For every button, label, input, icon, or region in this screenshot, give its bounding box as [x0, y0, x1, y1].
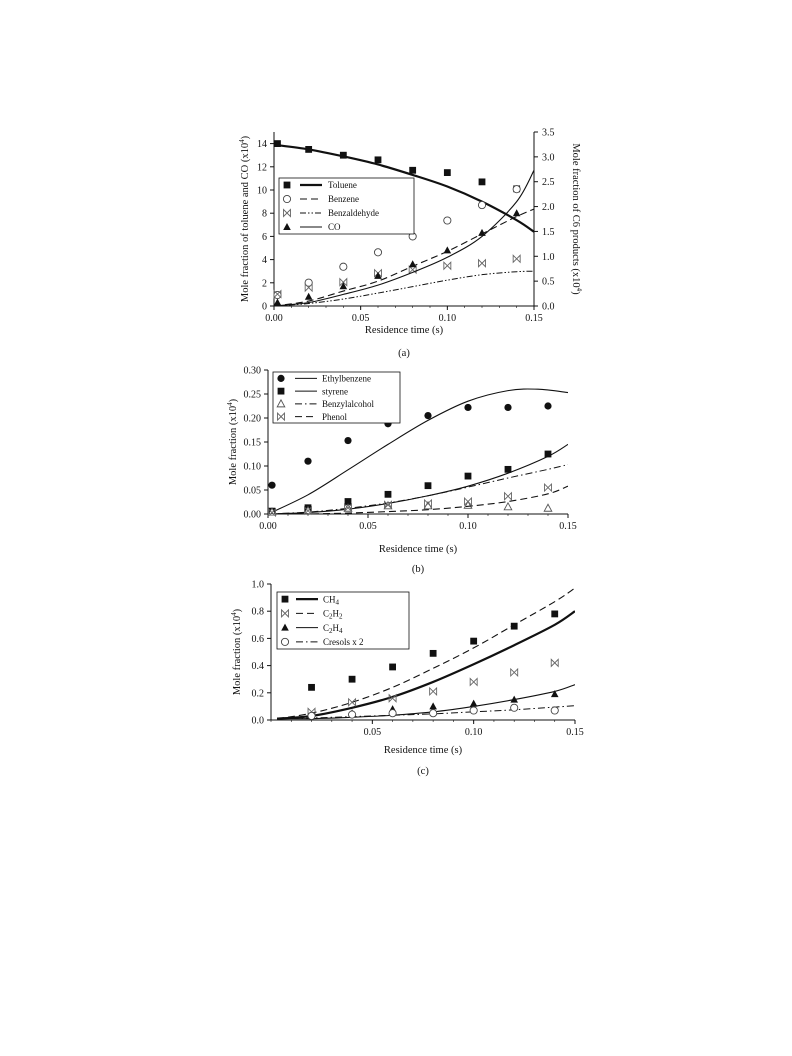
y-tick-label: 0.10: [243, 461, 261, 473]
chart-panel-b: [226, 366, 577, 576]
data-point-1: [374, 249, 381, 256]
x-tick-label: 0.00: [259, 521, 277, 532]
y-tick-label: 12: [257, 162, 267, 174]
y2-tick-label: 1.0: [542, 251, 555, 263]
y-tick-label: 0.20: [243, 413, 261, 425]
y-tick-label: 14: [257, 139, 267, 151]
data-point-1: [513, 186, 520, 193]
legend-marker: [282, 596, 289, 603]
chart-panel-c: [230, 580, 584, 778]
data-point-1: [340, 263, 347, 270]
y-tick-label: 6: [262, 231, 267, 243]
y-tick-label: 0.00: [243, 509, 261, 521]
data-point-0: [504, 404, 511, 411]
data-point-3: [511, 704, 518, 711]
y2-tick-label: 3.0: [542, 152, 555, 164]
data-point-2: [429, 702, 437, 709]
x-tick-label: 0.15: [566, 727, 584, 738]
data-point-2: [470, 700, 478, 707]
data-point-0: [375, 156, 382, 163]
x-tick-label: 0.10: [459, 521, 477, 532]
data-point-1: [465, 473, 472, 480]
legend-label: Benzene: [328, 194, 359, 205]
y-tick-label: 0.30: [243, 365, 261, 377]
data-point-3: [308, 712, 315, 719]
legend-label: Benzaldehyde: [328, 208, 379, 219]
data-point-1: [444, 217, 451, 224]
y-tick-label: 0: [262, 301, 267, 313]
legend-marker: [284, 182, 291, 189]
x-tick-label: 0.05: [359, 521, 377, 532]
legend-marker: [283, 195, 290, 202]
model-curve-2: [268, 465, 568, 514]
legend-label: Benzylalcohol: [322, 399, 374, 410]
y-tick-label: 0.6: [251, 633, 264, 645]
data-point-0: [389, 664, 396, 671]
data-point-1: [425, 482, 432, 489]
x-tick-label: 0.15: [525, 313, 543, 324]
legend-label: CO: [328, 222, 341, 233]
data-point-0: [305, 146, 312, 153]
legend-label: styrene: [322, 386, 348, 397]
y-tick-label: 2: [262, 278, 267, 290]
x-tick-label: 0.05: [351, 313, 370, 324]
data-point-0: [551, 611, 558, 618]
data-point-1: [478, 201, 485, 208]
x-tick-label: 0.15: [559, 521, 577, 532]
y2-tick-label: 3.5: [542, 127, 555, 139]
panel-caption: (c): [417, 766, 429, 777]
model-curve-3: [268, 486, 568, 514]
y-tick-label: 0.4: [251, 661, 264, 673]
data-point-2: [513, 255, 520, 262]
panel-caption: (a): [398, 348, 410, 359]
y2-tick-label: 0.0: [542, 301, 555, 313]
data-point-0: [430, 650, 437, 657]
data-point-2: [479, 260, 486, 267]
y2-tick-label: 2.5: [542, 177, 555, 189]
data-point-1: [551, 659, 558, 666]
data-point-3: [389, 710, 396, 717]
y-axis-label: Mole fraction of toluene and CO $(x10^4)$: [238, 135, 251, 303]
data-point-1: [545, 451, 552, 458]
y-tick-label: 8: [262, 208, 267, 220]
data-point-0: [424, 412, 431, 419]
y-tick-label: 0.05: [243, 485, 261, 497]
x-axis-label: Residence time (s): [383, 745, 463, 756]
data-point-3: [545, 484, 552, 491]
legend-label: Toluene: [328, 180, 357, 191]
legend-marker: [281, 638, 288, 645]
y-tick-label: 4: [262, 255, 267, 267]
y-tick-label: 0.2: [251, 688, 264, 700]
data-point-0: [544, 402, 551, 409]
x-axis-label: Residence time (s): [364, 325, 444, 336]
data-point-0: [308, 684, 315, 691]
data-point-0: [304, 458, 311, 465]
data-point-3: [340, 282, 348, 289]
x-axis-label: Residence time (s): [378, 544, 458, 555]
data-point-0: [479, 178, 486, 185]
data-point-1: [385, 491, 392, 498]
data-point-2: [504, 503, 512, 510]
data-point-0: [340, 152, 347, 159]
model-curve-2: [274, 271, 534, 306]
data-point-0: [409, 167, 416, 174]
data-point-0: [268, 482, 275, 489]
y2-tick-label: 2.0: [542, 202, 555, 214]
y-tick-label: 0.8: [251, 606, 264, 618]
y-tick-label: 0.25: [243, 389, 261, 401]
data-point-3: [444, 246, 452, 253]
chart-panel-a: [238, 128, 583, 360]
legend-label: $C_2H_4$: [323, 622, 343, 635]
data-point-1: [505, 466, 512, 473]
legend-label: $CH_4$: [323, 594, 340, 607]
y-tick-label: 0.0: [251, 715, 264, 727]
data-point-3: [551, 707, 558, 714]
legend-label: $C_2H_2$: [323, 608, 343, 621]
legend-label: Cresols x 2: [323, 637, 364, 648]
x-tick-label: 0.05: [363, 727, 382, 738]
y-axis-label: Mole fraction $(x10^4)$: [226, 398, 239, 486]
data-point-3: [505, 493, 512, 500]
data-point-1: [274, 291, 281, 298]
legend-label: Phenol: [322, 411, 348, 422]
y-tick-label: 1.0: [251, 579, 264, 591]
x-tick-label: 0.10: [464, 727, 483, 738]
data-point-3: [348, 711, 355, 718]
y2-axis-label: Mole fraction of C6 products $(x10^4)$: [570, 143, 583, 295]
legend-label: Ethylbenzene: [322, 373, 371, 384]
data-point-2: [544, 504, 552, 511]
data-point-2: [444, 262, 451, 269]
data-point-1: [470, 678, 477, 685]
legend-marker: [278, 388, 285, 395]
data-point-3: [409, 260, 417, 267]
data-point-0: [470, 638, 477, 645]
data-point-1: [511, 669, 518, 676]
y2-tick-label: 0.5: [542, 276, 555, 288]
data-point-3: [430, 710, 437, 717]
data-point-1: [430, 688, 437, 695]
data-point-1: [349, 699, 356, 706]
data-point-0: [444, 169, 451, 176]
y2-tick-label: 1.5: [542, 226, 555, 238]
x-tick-label: 0.10: [438, 313, 457, 324]
data-point-3: [274, 299, 282, 306]
data-point-0: [344, 437, 351, 444]
y-tick-label: 10: [257, 185, 267, 197]
legend-marker: [277, 375, 284, 382]
data-point-3: [513, 209, 521, 216]
data-point-3: [470, 707, 477, 714]
data-point-0: [349, 676, 356, 683]
data-point-0: [274, 140, 281, 147]
model-curve-1: [268, 444, 568, 514]
y-axis-label: Mole fraction $(x10^4)$: [230, 608, 243, 696]
x-tick-label: 0.00: [265, 313, 283, 324]
data-point-2: [464, 501, 472, 508]
data-point-3: [305, 293, 313, 300]
data-point-0: [464, 404, 471, 411]
panel-caption: (b): [411, 564, 425, 575]
y-tick-label: 0.15: [243, 437, 261, 449]
